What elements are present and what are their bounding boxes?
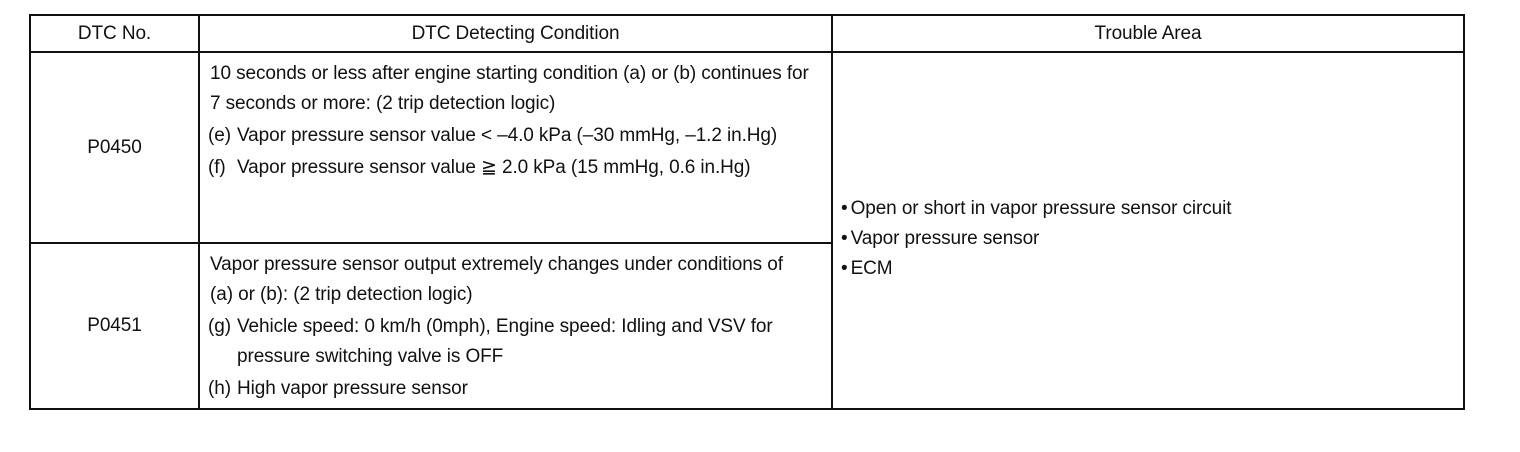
dtc-code: P0451 xyxy=(30,243,199,409)
condition-item-mark: (e) xyxy=(208,125,231,146)
list-item: • Vapor pressure sensor xyxy=(841,224,1463,254)
condition-item xyxy=(208,312,823,372)
condition-intro: Vapor pressure sensor output extremely changes under conditions of (a) or (b): (2 trip detection logic) xyxy=(210,254,783,305)
condition-item xyxy=(208,121,823,151)
trouble-area-cell xyxy=(832,52,1464,409)
header-dtc-no: DTC No. xyxy=(30,15,199,52)
header-detecting-condition: DTC Detecting Condition xyxy=(199,15,832,52)
condition-item-text: Vehicle speed: 0 km/h (0mph), Engine speed: Idling and VSV for pressure switching valve is OFF xyxy=(237,316,773,367)
list-item: • ECM xyxy=(841,254,1463,284)
dtc-table xyxy=(29,14,1465,410)
trouble-area-list xyxy=(841,194,1463,284)
condition-item-text: Vapor pressure sensor value < –4.0 kPa (–30 mmHg, –1.2 in.Hg) xyxy=(237,125,778,146)
detecting-condition-cell xyxy=(199,243,832,409)
condition-intro: 10 seconds or less after engine starting condition (a) or (b) continues for 7 seconds or more: (2 trip detection logic) xyxy=(210,63,809,114)
condition-item-text: High vapor pressure sensor xyxy=(237,378,468,399)
condition-item-mark: (h) xyxy=(208,378,231,399)
condition-item-text: Vapor pressure sensor value ≧ 2.0 kPa (15 mmHg, 0.6 in.Hg) xyxy=(237,157,751,178)
condition-item xyxy=(208,374,823,404)
condition-item xyxy=(208,153,823,183)
condition-item-mark: (g) xyxy=(208,316,231,337)
table-row-p0450 xyxy=(30,52,1464,243)
dtc-code: P0450 xyxy=(30,52,199,243)
detecting-condition-cell xyxy=(199,52,832,243)
header-trouble-area: Trouble Area xyxy=(832,15,1464,52)
list-item: • Open or short in vapor pressure sensor circuit xyxy=(841,194,1463,224)
condition-item-mark: (f) xyxy=(208,157,226,178)
header-row xyxy=(30,15,1464,52)
